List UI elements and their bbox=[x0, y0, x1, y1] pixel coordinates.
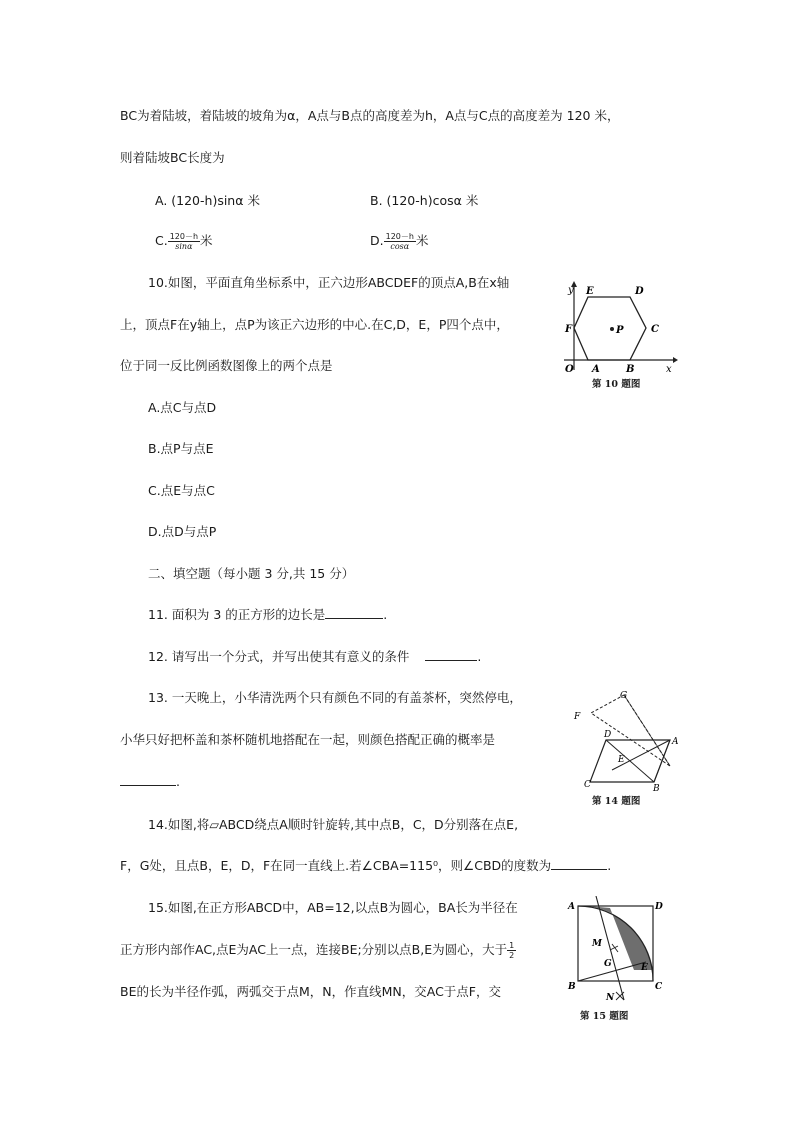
label-n: N bbox=[606, 993, 615, 1003]
q9-option-c-denominator: sinα bbox=[175, 242, 193, 251]
label-f: F bbox=[574, 712, 581, 722]
q10-option-d: D.点D与点P bbox=[148, 524, 217, 539]
q10-line3: 位于同一反比例函数图像上的两个点是 bbox=[120, 358, 333, 373]
q15-line3: BE的长为半径作弧，两弧交于点M，N，作直线MN，交AC于点F，交 bbox=[120, 984, 501, 999]
segment-be bbox=[578, 962, 646, 981]
q9-option-d-prefix: D. bbox=[370, 233, 384, 248]
dashed-ag bbox=[624, 695, 670, 766]
q12 bbox=[148, 648, 481, 666]
label-o: O bbox=[565, 364, 574, 375]
label-c: C bbox=[584, 780, 591, 790]
q11-answer-blank bbox=[325, 606, 383, 619]
q9-option-d bbox=[370, 232, 428, 251]
q9-option-d-fraction bbox=[384, 232, 416, 251]
label-p: P bbox=[616, 325, 624, 336]
q9-option-c bbox=[155, 232, 213, 251]
segment-ab bbox=[654, 740, 670, 782]
q9-option-c-prefix: C. bbox=[155, 233, 168, 248]
q15-half-denominator: 2 bbox=[509, 951, 515, 960]
q14-line2-text: F，G处，且点B，E，D，F在同一直线上.若∠CBA=115⁰，则∠CBD的度数为 bbox=[120, 858, 552, 873]
q15-half-numerator: 1 bbox=[509, 941, 515, 950]
q14-answer-blank bbox=[551, 857, 607, 870]
q9-option-c-unit: 米 bbox=[200, 233, 213, 248]
q14-figure-caption: 第 14 题图 bbox=[592, 796, 641, 807]
label-b: B bbox=[653, 784, 660, 792]
q10-option-a: A.点C与点D bbox=[148, 400, 217, 415]
q9-option-c-fraction bbox=[168, 232, 200, 251]
label-g: G bbox=[604, 959, 612, 969]
q15-half-fraction bbox=[507, 941, 516, 960]
shaded-region bbox=[588, 906, 653, 970]
label-x: x bbox=[666, 364, 672, 375]
q11 bbox=[148, 606, 387, 624]
label-a: A bbox=[568, 902, 575, 912]
q9-option-c-numerator: 120－h bbox=[169, 232, 199, 241]
label-a: A bbox=[592, 364, 600, 375]
q12-text: 12. 请写出一个分式，并写出使其有意义的条件 bbox=[148, 649, 410, 664]
q14-end: . bbox=[607, 858, 612, 873]
label-g: G bbox=[620, 691, 628, 701]
q10-line1: 10.如图，平面直角坐标系中，正六边形ABCDEF的顶点A,B在x轴 bbox=[148, 275, 510, 290]
label-d: D bbox=[635, 286, 644, 297]
q13-line2: 小华只好把杯盖和茶杯随机地搭配在一起，则颜色搭配正确的概率是 bbox=[120, 732, 496, 747]
q12-answer-blank bbox=[425, 648, 477, 661]
hexagon bbox=[574, 297, 646, 360]
q10-option-b: B.点P与点E bbox=[148, 441, 214, 456]
label-e: E bbox=[641, 963, 648, 973]
q10-hexagon-figure bbox=[560, 280, 680, 375]
q13-line3 bbox=[120, 773, 180, 791]
q10-option-c: C.点E与点C bbox=[148, 483, 215, 498]
label-e: E bbox=[618, 755, 625, 765]
q14-rotation-figure bbox=[568, 688, 686, 792]
q9-line2: 则着陆坡BC长度为 bbox=[120, 150, 225, 165]
q10-line2: 上，顶点F在y轴上，点P为该正六边形的中心.在C,D，E，P四个点中， bbox=[120, 317, 509, 332]
q9-line1: BC为着陆坡，着陆坡的坡角为α，A点与B点的高度差为h，A点与C点的高度差为 120 米， bbox=[120, 108, 620, 123]
label-a: A bbox=[672, 737, 679, 747]
q9-option-d-numerator: 120－h bbox=[385, 232, 414, 241]
label-f: F bbox=[588, 911, 595, 921]
q13-end: . bbox=[176, 774, 180, 789]
q11-text: 11. 面积为 3 的正方形的边长是 bbox=[148, 607, 326, 622]
q15-line2-text: 正方形内部作AC,点E为AC上一点，连接BE;分别以点B,E为圆心，大于 bbox=[120, 942, 508, 957]
q15-square-figure bbox=[566, 896, 670, 1004]
q15-line1: 15.如图,在正方形ABCD中，AB=12,以点B为圆心，BA长为半径在 bbox=[148, 900, 518, 915]
label-b: B bbox=[568, 982, 576, 992]
label-e: E bbox=[586, 286, 594, 297]
center-point bbox=[610, 327, 614, 331]
label-c: C bbox=[655, 982, 663, 992]
label-y: y bbox=[568, 285, 574, 296]
q13-line1: 13. 一天晚上，小华清洗两个只有颜色不同的有盖茶杯，突然停电， bbox=[148, 690, 522, 705]
label-m: M bbox=[592, 939, 602, 949]
q15-figure-caption: 第 15 题图 bbox=[580, 1011, 629, 1022]
q11-end: . bbox=[383, 607, 388, 622]
q9-option-a: A. (120-h)sinα 米 bbox=[155, 193, 260, 208]
q14-line2 bbox=[120, 857, 611, 875]
q9-option-d-denominator: cosα bbox=[390, 242, 410, 251]
label-d: D bbox=[655, 902, 663, 912]
label-b: B bbox=[626, 364, 635, 375]
q14-line1: 14.如图,将▱ABCD绕点A顺时针旋转,其中点B，C，D分别落在点E, bbox=[148, 817, 519, 832]
label-c: C bbox=[651, 324, 659, 335]
section-2-title: 二、填空题（每小题 3 分,共 15 分） bbox=[148, 566, 355, 581]
q15-line2 bbox=[120, 941, 516, 960]
label-d: D bbox=[604, 730, 612, 740]
q9-option-d-unit: 米 bbox=[415, 233, 429, 248]
x-axis-arrow bbox=[673, 357, 678, 363]
label-f: F bbox=[565, 324, 573, 335]
q13-answer-blank bbox=[120, 773, 176, 786]
q12-end: . bbox=[477, 649, 482, 664]
q9-option-b: B. (120-h)cosα 米 bbox=[370, 193, 479, 208]
q10-figure-caption: 第 10 题图 bbox=[592, 379, 641, 390]
